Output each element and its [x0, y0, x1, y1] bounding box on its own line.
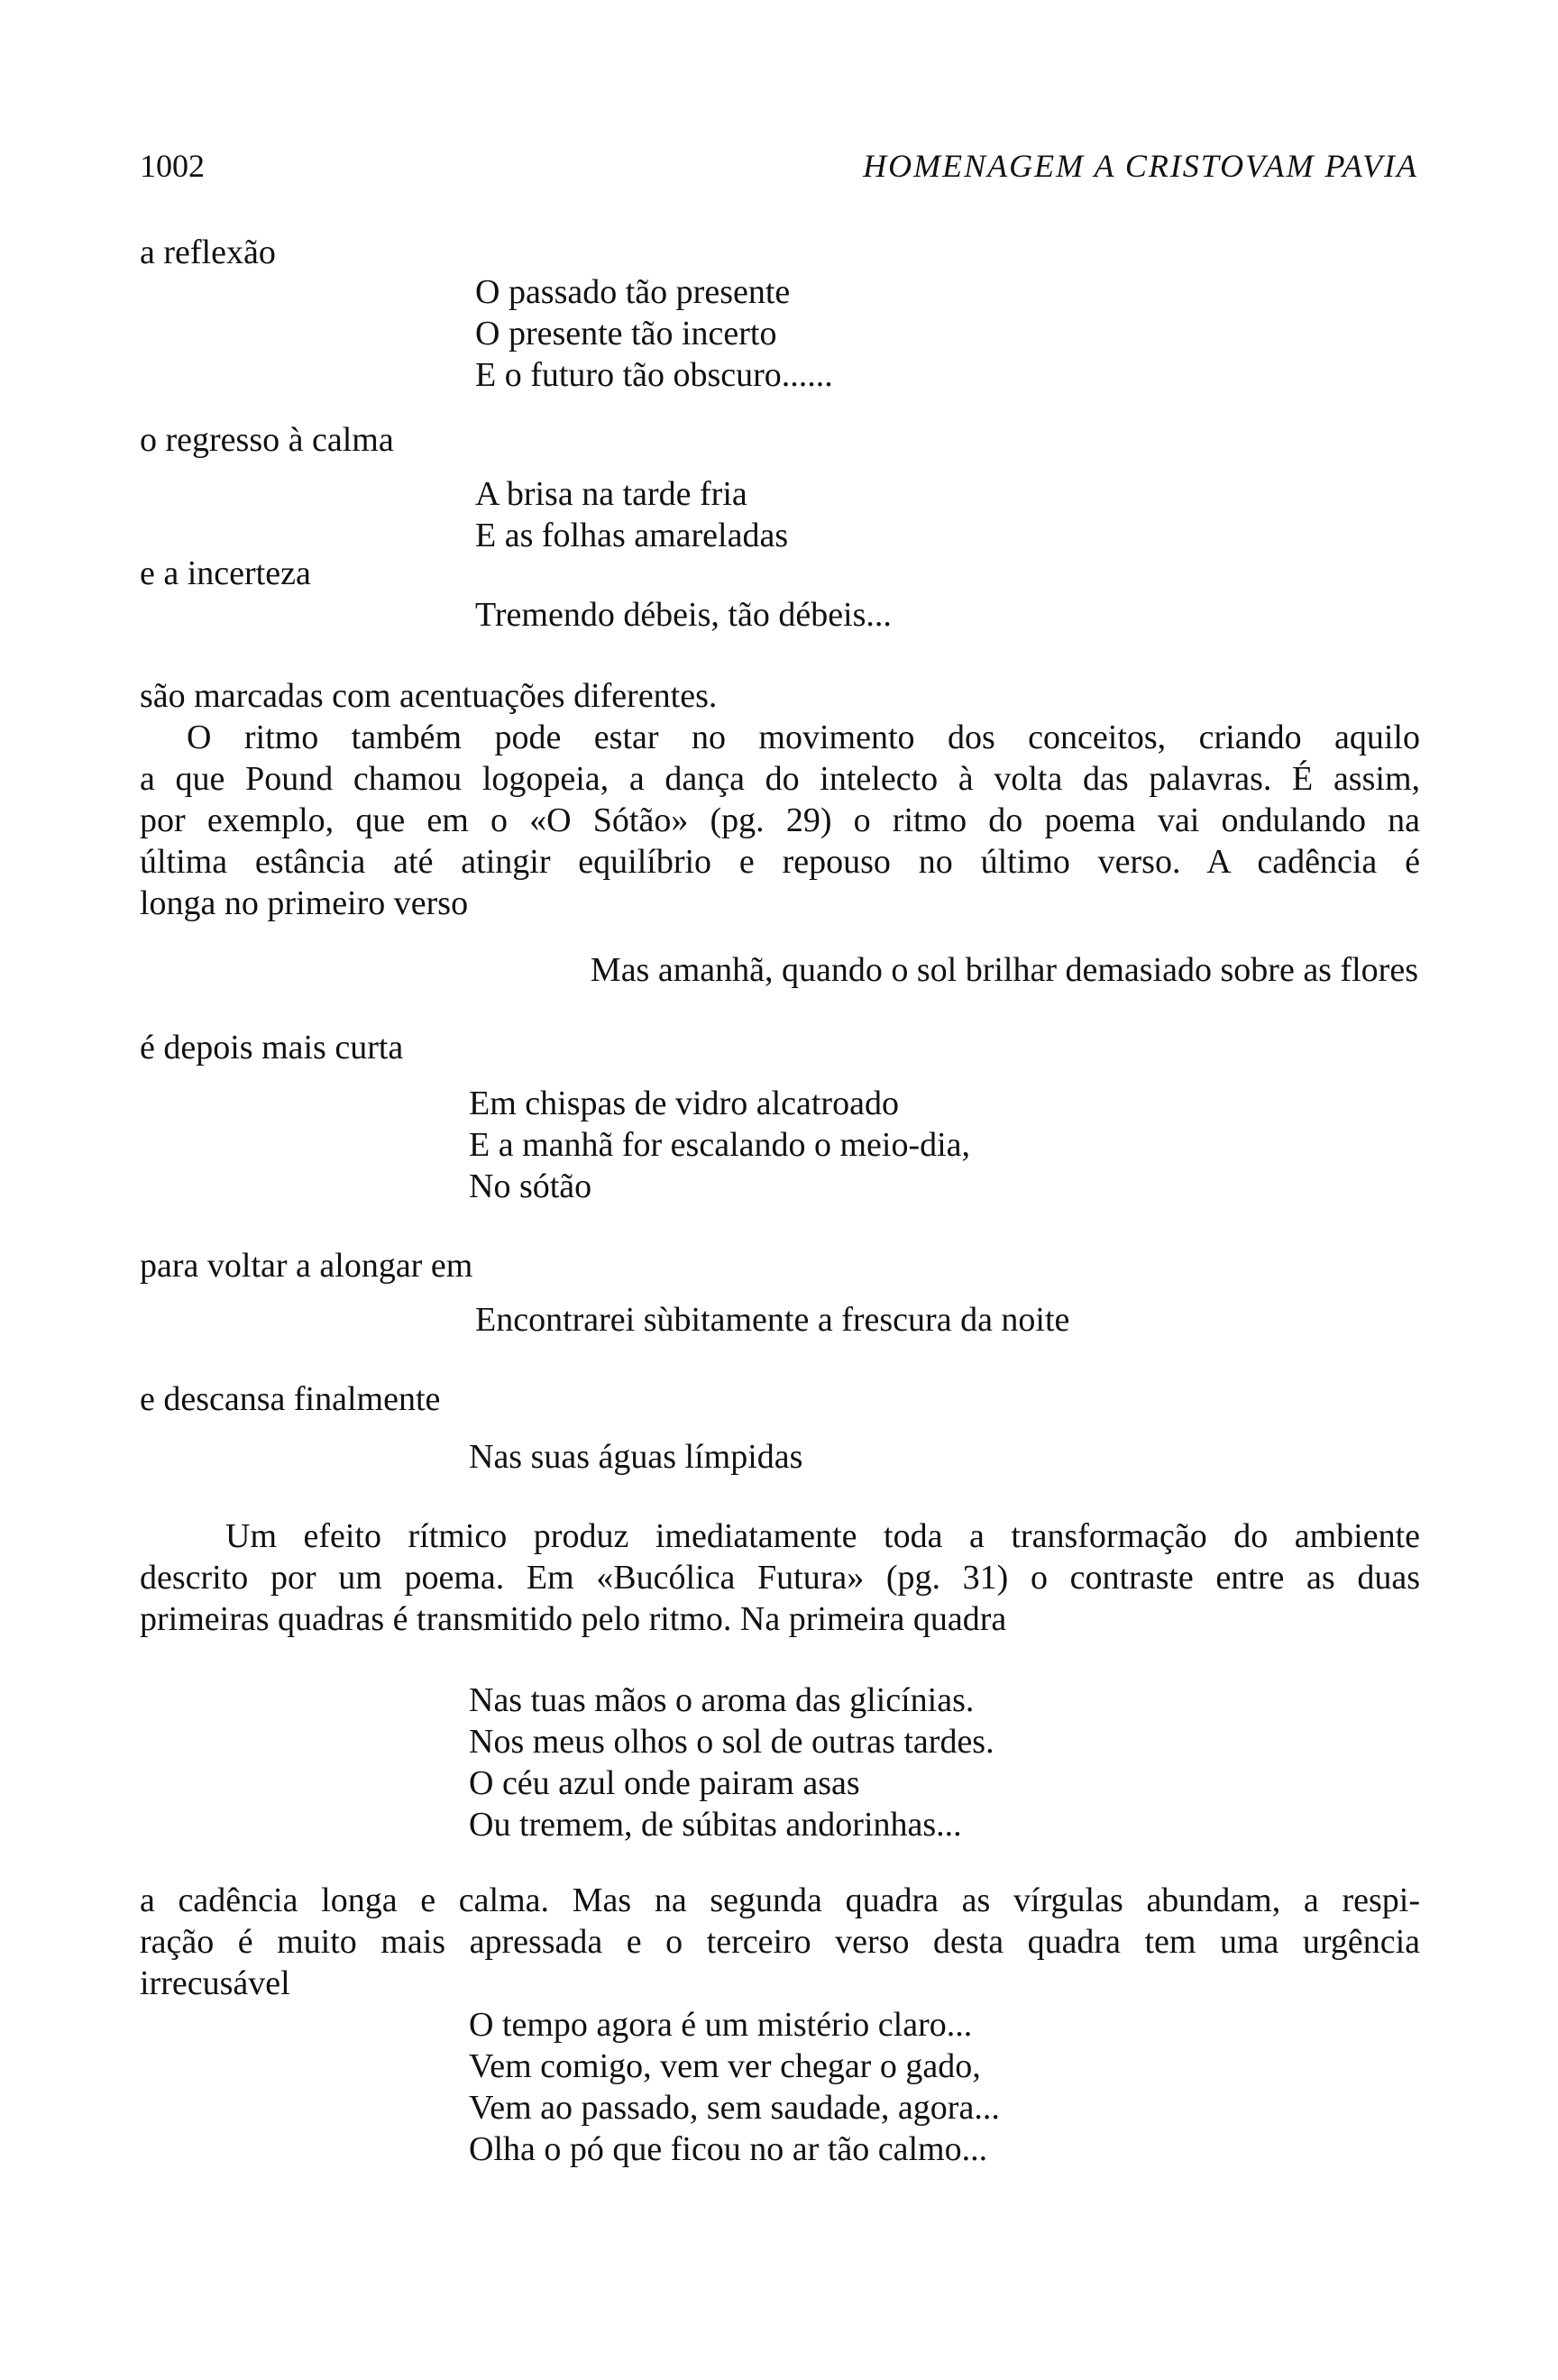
verse-line: Mas amanhã, quando o sol brilhar demasiado sobre as flores	[590, 951, 1418, 989]
running-title: HOMENAGEM A CRISTOVAM PAVIA	[863, 148, 1418, 184]
margin-note: o regresso à calma	[140, 421, 394, 459]
verse-line: Encontrarei sùbitamente a frescura da noite	[475, 1301, 1070, 1339]
verse-line: E a manhã for escalando o meio-dia,	[469, 1126, 971, 1164]
paragraph-line: O ritmo também pode estar no movimento dos conceitos, criando aquilo	[187, 719, 1420, 756]
verse-line: Ou tremem, de súbitas andorinhas...	[469, 1806, 962, 1844]
paragraph-line: ração é muito mais apressada e o terceiro verso desta quadra tem uma urgência	[140, 1923, 1420, 1961]
verse-line: Nas suas águas límpidas	[469, 1438, 803, 1476]
paragraph-line: irrecusável	[140, 1964, 290, 2002]
verse-line: Tremendo débeis, tão débeis...	[475, 596, 892, 634]
verse-line: O passado tão presente	[475, 273, 791, 311]
paragraph-line: a cadência longa e calma. Mas na segunda quadra as vírgulas abundam, a respi-	[140, 1881, 1420, 1919]
verse-line: Em chispas de vidro alcatroado	[469, 1085, 899, 1122]
verse-line: A brisa na tarde fria	[475, 475, 747, 513]
margin-note: a reflexão	[140, 233, 276, 271]
margin-note: e descansa finalmente	[140, 1380, 441, 1418]
margin-note: e a incerteza	[140, 554, 311, 592]
verse-line: O presente tão incerto	[475, 315, 777, 352]
verse-line: Nos meus olhos o sol de outras tardes.	[469, 1723, 994, 1761]
paragraph-line: primeiras quadras é transmitido pelo ritmo. Na primeira quadra	[140, 1600, 1007, 1638]
paragraph-line: são marcadas com acentuações diferentes.	[140, 677, 718, 715]
page-number: 1002	[140, 148, 205, 184]
paragraph-line: a que Pound chamou logopeia, a dança do intelecto à volta das palavras. É assim,	[140, 760, 1420, 798]
verse-line: Nas tuas mãos o aroma das glicínias.	[469, 1681, 975, 1719]
paragraph-line: descrito por um poema. Em «Bucólica Futura» (pg. 31) o contraste entre as duas	[140, 1559, 1420, 1597]
verse-line: Vem comigo, vem ver chegar o gado,	[469, 2047, 981, 2085]
paragraph-line: Um efeito rítmico produz imediatamente toda a transformação do ambiente	[225, 1517, 1420, 1555]
verse-line: Vem ao passado, sem saudade, agora...	[469, 2089, 1000, 2127]
verse-line: E o futuro tão obscuro......	[475, 356, 833, 394]
paragraph-line: longa no primeiro verso	[140, 884, 469, 922]
verse-line: No sótão	[469, 1167, 592, 1205]
verse-line: Olha o pó que ficou no ar tão calmo...	[469, 2130, 988, 2168]
margin-note: para voltar a alongar em	[140, 1247, 473, 1285]
margin-note: é depois mais curta	[140, 1029, 404, 1066]
verse-line: O tempo agora é um mistério claro...	[469, 2006, 973, 2044]
verse-line: O céu azul onde pairam asas	[469, 1764, 860, 1802]
verse-line: E as folhas amareladas	[475, 517, 789, 554]
paragraph-line: última estância até atingir equilíbrio e repouso no último verso. A cadência é	[140, 843, 1420, 881]
paragraph-line: por exemplo, que em o «O Sótão» (pg. 29) o ritmo do poema vai ondulando na	[140, 801, 1420, 839]
